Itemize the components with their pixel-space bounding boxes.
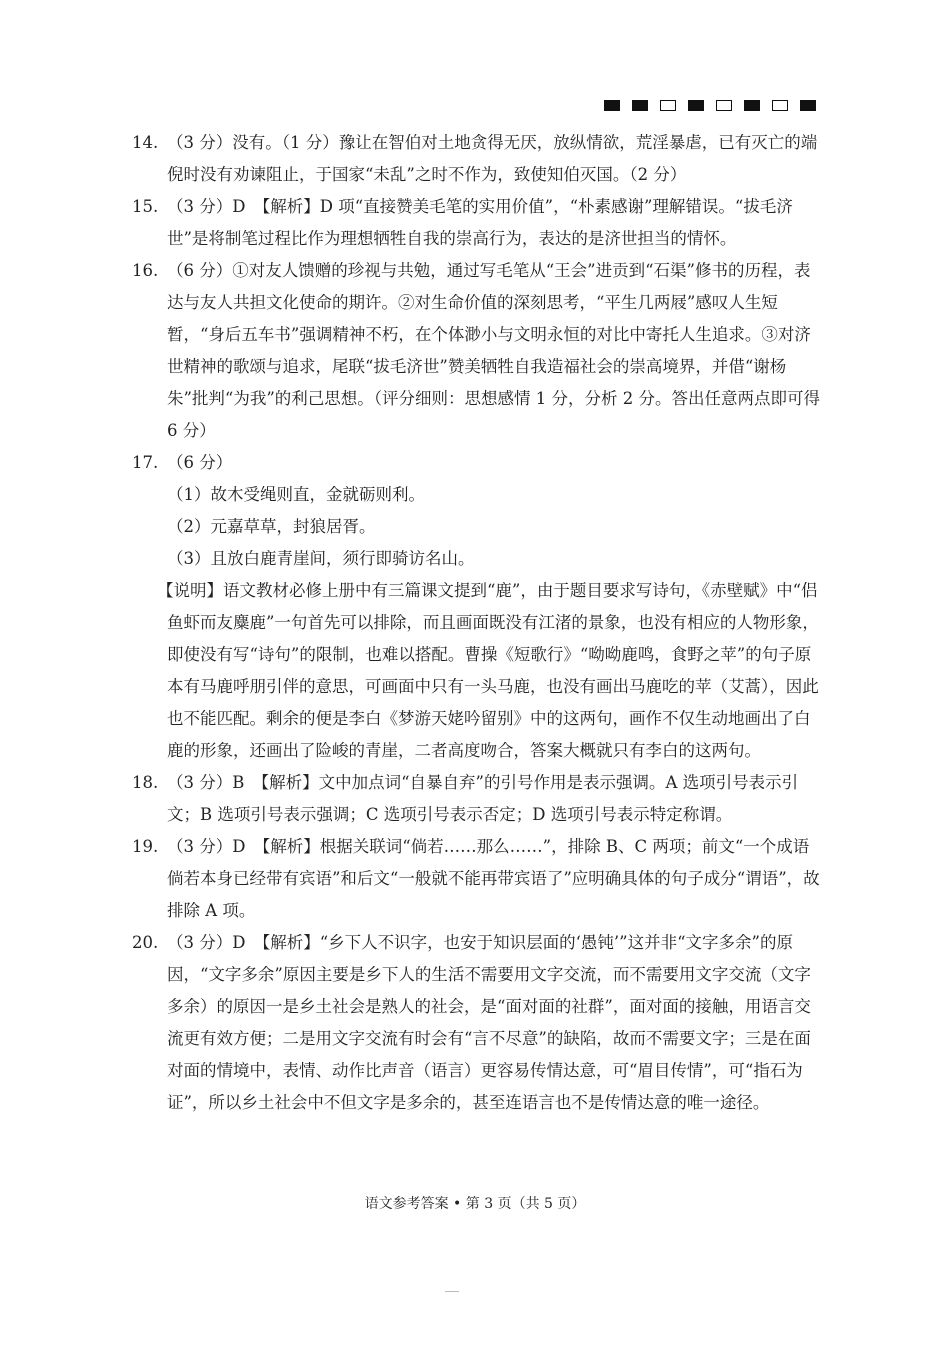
question-number: 20. xyxy=(132,933,159,952)
question-18 xyxy=(132,767,822,831)
question-20 xyxy=(132,927,822,1119)
scan-artifact xyxy=(445,1291,459,1295)
question-19 xyxy=(132,831,822,927)
answer-text: （3 分）D 【解析】“乡下人不识字，也安于知识层面的‘愚钝’”这并非“文字多余”的原因，“文字多余”原因主要是乡下人的生活不需要用文字交流，而不需要用文字交流（文字多余）的原因一是乡土社会是熟人的社会，是“面对面的社群”，面对面的接触，用语言交流更有效方便；二是用文字交流有时会有“言不尽意”的缺陷，故而不需要文字；三是在面对面的情境中，表情、动作比声音（语言）更容易传情达意，可“眉目传情”，可“指石为证”，所以乡土社会中不但文字是多余的，甚至连语言也不是传情达意的唯一途径。 xyxy=(167,933,811,1112)
q17-item-3: （3）且放白鹿青崖间，须行即骑访名山。 xyxy=(167,549,475,568)
question-14 xyxy=(132,127,822,191)
question-16 xyxy=(132,255,822,447)
header-mark xyxy=(716,100,732,111)
page-footer: 语文参考答案 • 第 3 页（共 5 页） xyxy=(364,1196,586,1212)
header-mark xyxy=(800,100,816,111)
question-number: 18. xyxy=(132,773,159,792)
q17-item-2: （2）元嘉草草，封狼居胥。 xyxy=(167,517,376,536)
answer-text: （3 分）D 【解析】根据关联词“倘若……那么……”，排除 B、C 两项；前文“一个成语倘若本身已经带有宾语”和后文“一般就不能再带宾语了”应明确具体的句子成分“谓语”，故排除 A 项。 xyxy=(167,837,820,920)
q17-note: 【说明】语文教材必修上册中有三篇课文提到“鹿”，由于题目要求写诗句，《赤壁赋》中“侣鱼虾而友麋鹿”一句首先可以排除，而且画面既没有江渚的景象，也没有相应的人物形象，即使没有写“诗句”的限制，也难以搭配。曹操《短歌行》“呦呦鹿鸣，食野之苹”的句子原本有马鹿呼朋引伴的意思，可画面中只有一头马鹿，也没有画出马鹿吃的苹（艾蒿），因此也不能匹配。剩余的便是李白《梦游天姥吟留别》中的这两句，画作不仅生动地画出了白鹿的形象，还画出了险峻的青崖，二者高度吻合，答案大概就只有李白的这两句。 xyxy=(157,581,819,760)
question-number: 15. xyxy=(132,197,159,216)
answer-text: （3 分）D 【解析】D 项“直接赞美毛笔的实用价值”，“朴素感谢”理解错误。“拔毛济世”是将制笔过程比作为理想牺牲自我的崇高行为，表达的是济世担当的情怀。 xyxy=(167,197,793,248)
answer-text: （6 分） xyxy=(167,453,233,472)
question-number: 17. xyxy=(132,453,159,472)
question-17 xyxy=(132,447,822,479)
answer-text: （3 分）B 【解析】文中加点词“自暴自弃”的引号作用是表示强调。A 选项引号表示引文；B 选项引号表示强调；C 选项引号表示否定；D 选项引号表示特定称谓。 xyxy=(167,773,799,824)
header-mark xyxy=(744,100,760,111)
answer-content xyxy=(132,127,822,1119)
question-number: 16. xyxy=(132,261,159,280)
header-mark xyxy=(660,100,676,111)
answer-text: （3 分）没有。（1 分）豫让在智伯对土地贪得无厌，放纵情欲，荒淫暴虐，已有灭亡的端倪时没有劝谏阻止，于国家“未乱”之时不作为，致使知伯灭国。（2 分） xyxy=(167,133,818,184)
header-mark xyxy=(604,100,620,111)
answer-text: （6 分）①对友人馈赠的珍视与共勉，通过写毛笔从“王会”进贡到“石渠”修书的历程，表达与友人共担文化使命的期许。②对生命价值的深刻思考，“平生几两屐”感叹人生短暂，“身后五车书”强调精神不朽，在个体渺小与文明永恒的对比中寄托人生追求。③对济世精神的歌颂与追求，尾联“拔毛济世”赞美牺牲自我造福社会的崇高境界，并借“谢杨朱”批判“为我”的利己思想。（评分细则：思想感情 1 分，分析 2 分。答出任意两点即可得 6 分） xyxy=(167,261,821,440)
q17-item-1: （1）故木受绳则直，金就砺则利。 xyxy=(167,485,425,504)
header-mark xyxy=(688,100,704,111)
header-mark xyxy=(632,100,648,111)
question-number: 19. xyxy=(132,837,159,856)
question-number: 14. xyxy=(132,133,159,152)
header-marks xyxy=(604,100,816,111)
header-mark xyxy=(772,100,788,111)
question-15 xyxy=(132,191,822,255)
